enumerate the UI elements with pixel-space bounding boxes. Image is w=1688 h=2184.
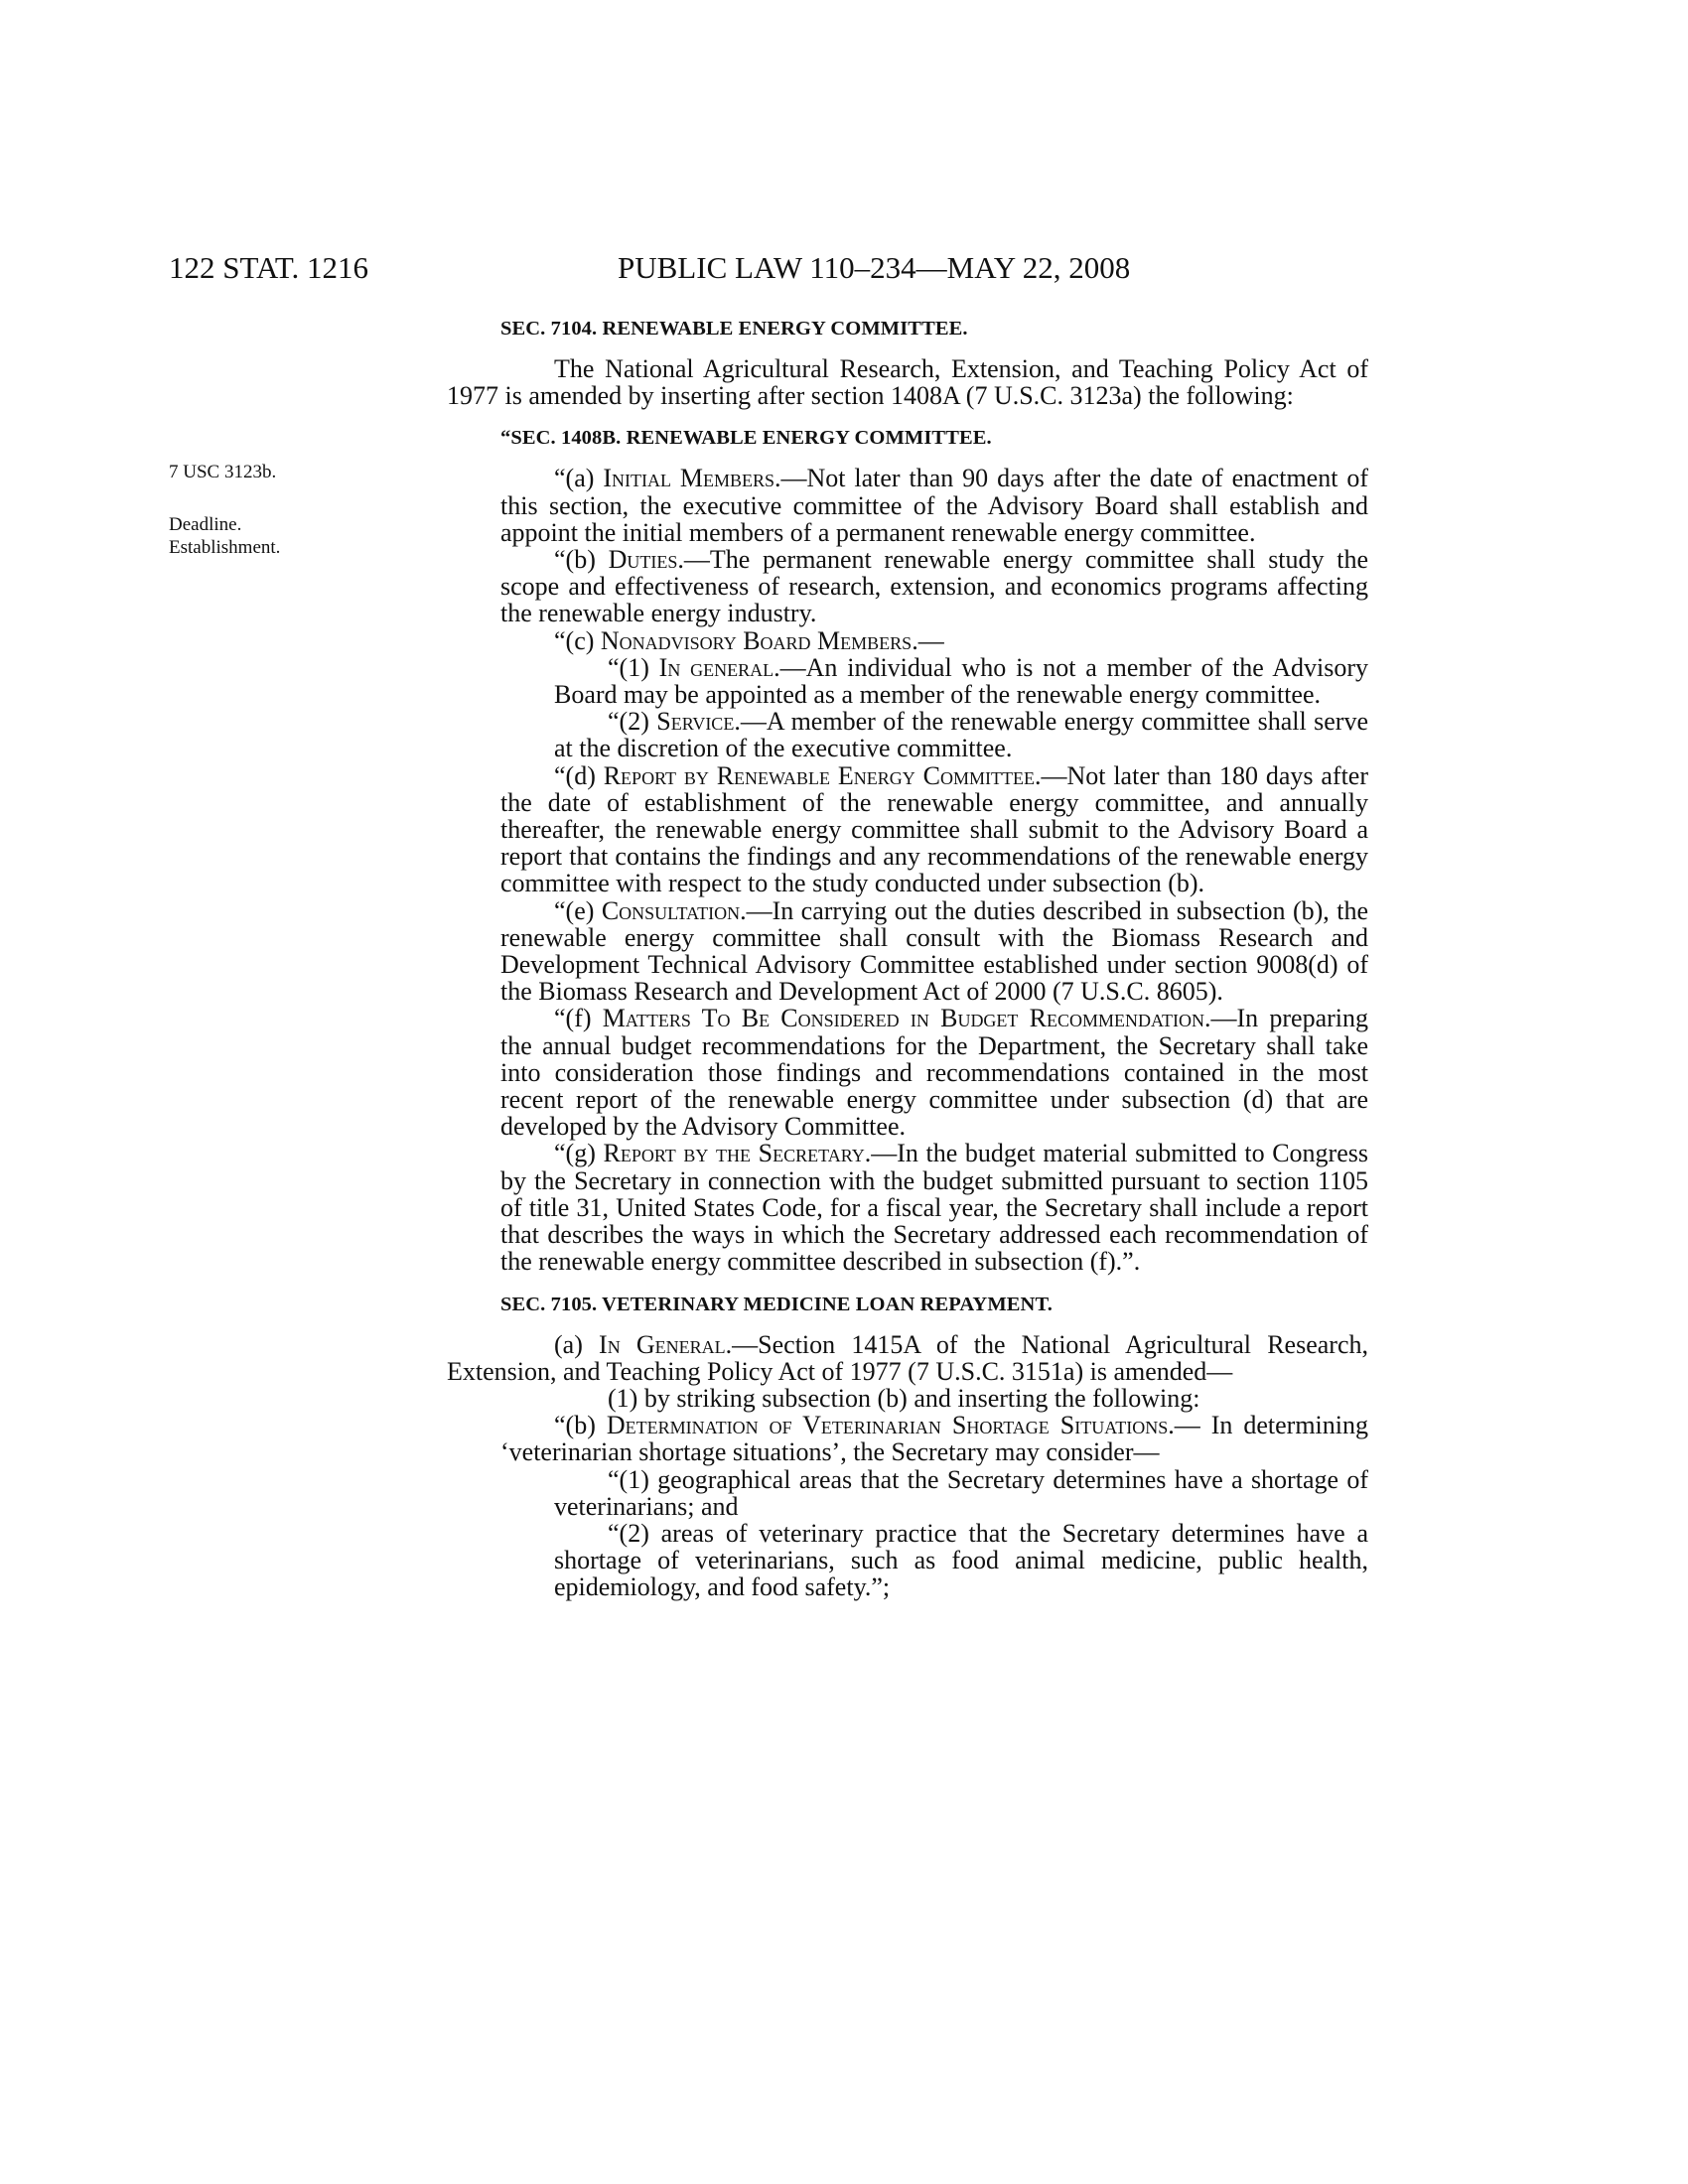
statute-page-number: 122 STAT. 1216 [169, 250, 369, 285]
subsection-c-caption: Nonadvisory Board Members [600, 625, 913, 655]
section-7105-heading: SEC. 7105. VETERINARY MEDICINE LOAN REPAYMENT. [500, 1293, 1053, 1315]
section-7105-item-1: (1) by striking subsection (b) and inserting the following: [608, 1383, 1200, 1413]
subsection-a-caption: Initial Members [603, 464, 774, 493]
subsection-g-caption: Report by the Secretary [603, 1139, 865, 1168]
section-7104-intro: The National Agricultural Research, Extension, and Teaching Policy Act of 1977 is amended by inserting after section 1408A (7 U.S.C. 3123a) the following: [447, 354, 1368, 411]
subsection-b: “(b) Duties.—The permanent renewable energy committee shall study the scope and effectiveness of research, extension, and economics programs affecting the renewable energy industry. [500, 545, 1369, 628]
paragraph-c1-caption: In general [658, 652, 774, 682]
subsection-a: “(a) Initial Members.—Not later than 90 days after the date of enactment of this section, the executive committee of the Advisory Board shall establish and appoint the initial members of a permanent renewable energy committee. [500, 464, 1368, 547]
subsection-b-caption: Duties [608, 545, 678, 575]
paragraph-c1: “(1) In general.—An individual who is not a member of the Advisory Board may be appointed as a member of the renewable energy committee. [554, 652, 1368, 710]
subsection-e-caption: Consultation [601, 895, 741, 925]
section-7105-b1: “(1) geographical areas that the Secretary determines have a shortage of veterinarians; and [554, 1464, 1368, 1521]
paragraph-c2-caption: Service [656, 707, 735, 737]
paragraph-c2: “(2) Service.—A member of the renewable energy committee shall serve at the discretion of the executive committee. [554, 707, 1368, 763]
subsection-e: “(e) Consultation.—In carrying out the duties described in subsection (b), the renewable energy committee shall consult with the Biomass Research and Development Technical Advisory Committee established under section 9008(d) of the Biomass Research and Development Act of 2000 (7 U.S.C. 8605). [500, 895, 1368, 1007]
page-header [169, 248, 1368, 288]
section-7105-inserted-b: “(b) Determination of Veterinarian Shortage Situations.— In determining ‘veterinarian shortage situations’, the Secretary may consider— [500, 1411, 1368, 1467]
section-1408b-heading: “SEC. 1408B. RENEWABLE ENERGY COMMITTEE. [500, 427, 992, 450]
section-7105-a-caption: In General [599, 1329, 726, 1359]
section-7104-heading: SEC. 7104. RENEWABLE ENERGY COMMITTEE. [500, 318, 968, 340]
margin-note-establishment: Establishment. [169, 537, 281, 558]
subsection-f: “(f) Matters To Be Considered in Budget Recommendation.—In preparing the annual budget recommendations for the Department, the Secretary shall take into consideration those findings and recommendations contained in the most recent report of the renewable energy committee under subsection (d) that are developed by the Advisory Committee. [500, 1004, 1369, 1142]
section-7105-subsection-a: (a) In General.—Section 1415A of the National Agricultural Research, Extension, and Teaching Policy Act of 1977 (7 U.S.C. 3151a) is amended— [447, 1329, 1368, 1386]
section-7105-b2: “(2) areas of veterinary practice that the Secretary determines have a shortage of veterinarians, such as food animal medicine, public health, epidemiology, and food safety.”; [554, 1518, 1368, 1602]
document-body [447, 316, 1369, 1602]
margin-note-deadline: Deadline. [169, 514, 242, 535]
margin-note-usc: 7 USC 3123b. [169, 462, 277, 482]
subsection-c: “(c) Nonadvisory Board Members.— [554, 625, 944, 655]
subsection-d: “(d) Report by Renewable Energy Committee.—Not later than 180 days after the date of establishment of the renewable energy committee, and annually thereafter, the renewable energy committee shall submit to the Advisory Board a report that contains the findings and any recommendations of the renewable energy committee with respect to the study conducted under subsection (b). [500, 760, 1369, 898]
public-law-title: PUBLIC LAW 110–234—MAY 22, 2008 [618, 250, 1131, 285]
section-7105-b-caption: Determination of Veterinarian Shortage Situations [606, 1411, 1169, 1440]
subsection-g: “(g) Report by the Secretary.—In the budget material submitted to Congress by the Secretary in connection with the budget submitted pursuant to section 1105 of title 31, United States Code, for a fiscal year, the Secretary shall include a report that describes the ways in which the Secretary addressed each recommendation of the renewable energy committee described in subsection (f).”. [500, 1139, 1368, 1277]
subsection-f-caption: Matters To Be Considered in Budget Recommendation [602, 1004, 1204, 1033]
subsection-d-caption: Report by Renewable Energy Committee [603, 760, 1035, 790]
